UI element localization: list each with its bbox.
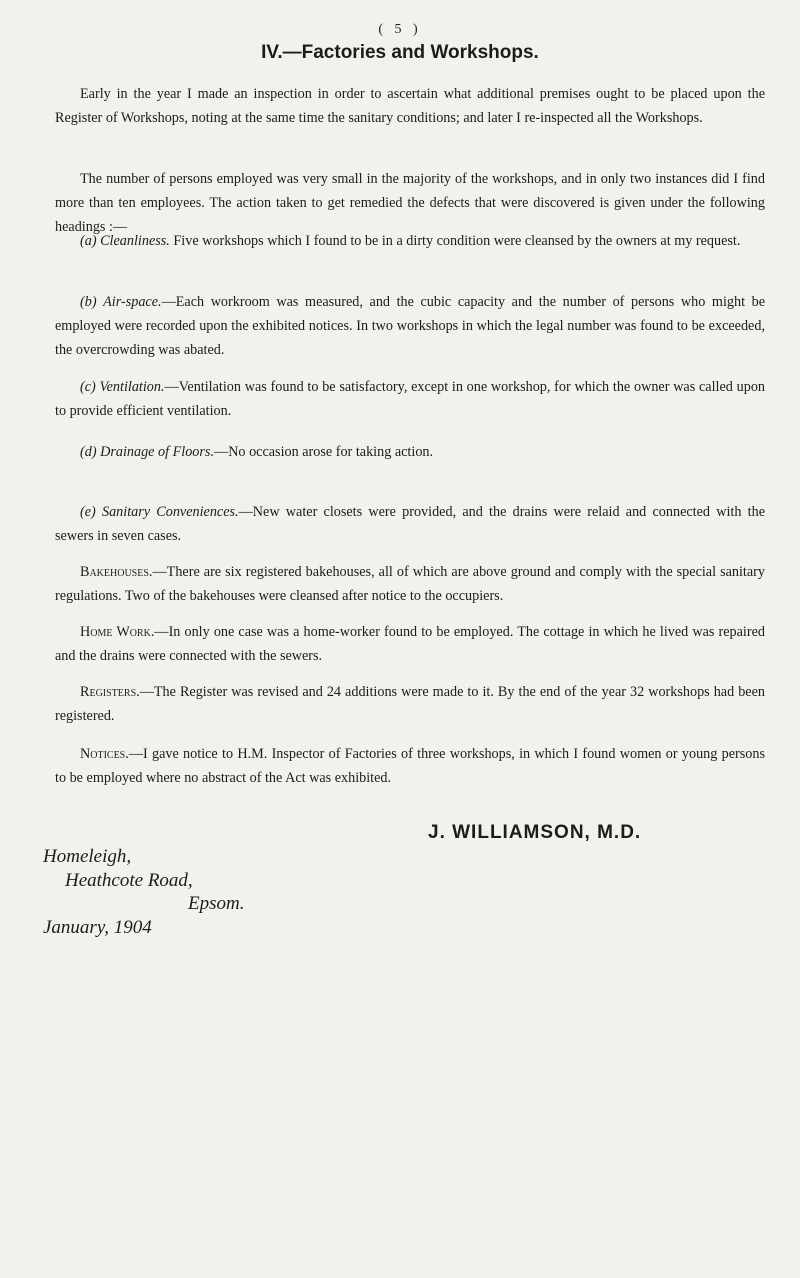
paragraph-cleanliness [55, 229, 765, 253]
signature: J. WILLIAMSON, M.D. [428, 822, 642, 843]
paragraph-drainage [55, 440, 765, 464]
item-label: (e) [80, 504, 96, 520]
item-title: Drainage of Floors. [100, 444, 214, 460]
item-title: Air-space. [103, 294, 162, 310]
paragraph-notices [55, 742, 765, 790]
item-text: —No occasion arose for taking action. [214, 444, 434, 460]
item-text: —Each workroom was measured, and the cubic capacity and the number of persons who might be employed were recorded upon the exhibited notices. In two workshops in which the legal number was found to be exceeded, the overcrowding was abated. [55, 294, 766, 358]
item-text: Five workshops which I found to be in a dirty condition were cleansed by the owners at my request. [173, 233, 741, 249]
item-title: Sanitary Conveniences. [101, 504, 239, 520]
item-text: —In only one case was a home-worker found to be employed. The cottage in which he lived was repaired and the drains were connected with the sewers. [55, 624, 765, 664]
paragraph-home-work [55, 620, 765, 668]
item-title: Home Work. [80, 624, 155, 640]
section-heading: IV.—Factories and Workshops. [261, 42, 539, 63]
paragraph-registers [55, 680, 765, 728]
paragraph-ventilation [55, 375, 765, 423]
item-title: Ventilation. [99, 379, 165, 395]
paragraph-sanitary [55, 500, 765, 548]
paragraph-bakehouses [55, 560, 765, 608]
item-title: Notices. [80, 746, 129, 762]
item-label: (b) [80, 294, 97, 310]
item-text: —There are six registered bakehouses, all of which are above ground and comply with the special sanitary regulations. Two of the bakehouses were cleansed after notice to the occupiers. [55, 564, 765, 604]
paragraph-intro: Early in the year I made an inspection in order to ascertain what additional premises ought to be placed upon the Register of Workshops, noting at the same time the sanitary conditions; and later I re-inspected all the Workshops. [55, 86, 765, 126]
date-line: January, 1904 [43, 917, 152, 938]
item-title: Registers. [80, 684, 140, 700]
item-text: —I gave notice to H.M. Inspector of Factories of three workshops, in which I found women or young persons to be employed where no abstract of the Act was exhibited. [55, 746, 765, 786]
address-line: Epsom. [188, 893, 245, 914]
item-label: (c) [80, 379, 96, 395]
item-title: Bakehouses. [80, 564, 153, 580]
address-line: Heathcote Road, [65, 870, 193, 891]
item-title: Cleanliness. [100, 233, 170, 249]
item-label: (d) [80, 444, 97, 460]
page-number: ( 5 ) [378, 22, 422, 37]
item-text: —New water closets were provided, and the drains were relaid and connected with the sewers in seven cases. [55, 504, 765, 544]
item-text: —The Register was revised and 24 additions were made to it. By the end of the year 32 workshops had been registered. [55, 684, 765, 724]
paragraph-air-space [55, 290, 765, 362]
paragraph-persons-employed: The number of persons employed was very small in the majority of the workshops, and in only two instances did I find more than ten employees. The action taken to get remedied the defects that were discovered is given under the following headings :— [55, 171, 765, 235]
item-text: —Ventilation was found to be satisfactory, except in one workshop, for which the owner was called upon to provide efficient ventilation. [55, 379, 766, 419]
address-line: Homeleigh, [43, 846, 132, 867]
item-label: (a) [80, 233, 97, 249]
